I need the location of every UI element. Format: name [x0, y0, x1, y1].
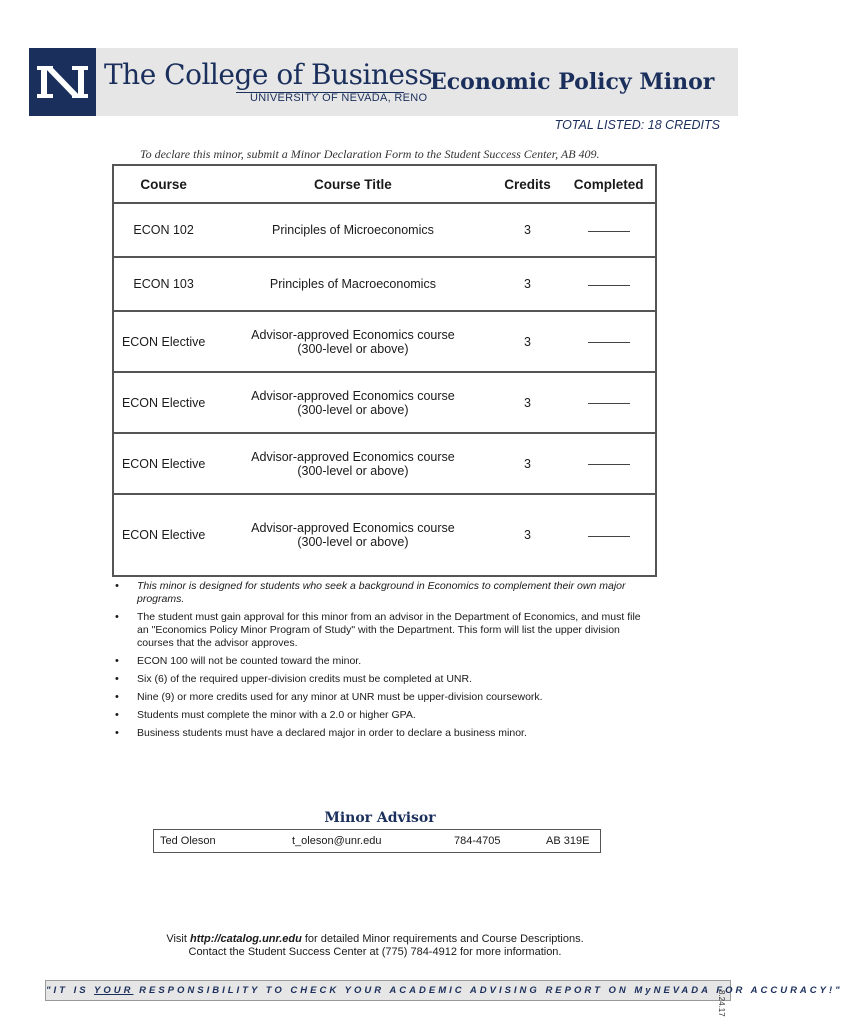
advisor-email[interactable]: t_oleson@unr.edu — [292, 835, 382, 847]
table-row — [154, 830, 601, 853]
contact-line: Contact the Student Success Center at (775) 784-4912 for more information. — [188, 946, 562, 958]
list-item: • ECON 100 will not be counted toward the minor. — [112, 655, 642, 668]
college-subtitle: UNIVERSITY OF NEVADA, RENO — [250, 92, 428, 104]
advisor-table — [153, 829, 601, 853]
course-credits: 3 — [493, 433, 563, 494]
visit-suffix: for detailed Minor requirements and Course Descriptions. — [301, 933, 584, 945]
list-item: • Business students must have a declared major in order to declare a business minor. — [112, 727, 642, 740]
course-title: Principles of Macroeconomics — [213, 257, 492, 311]
course-credits: 3 — [493, 203, 563, 257]
completed-blank — [562, 311, 656, 372]
list-item: • The student must gain approval for this minor from an advisor in the Department of Economics, and must file an "Economics Policy Minor Program of Study" with the Department. This form will list the upper division courses that the advisor approves. — [112, 611, 642, 650]
header-credits: Credits — [493, 165, 563, 203]
course-code: ECON Elective — [113, 433, 213, 494]
course-code: ECON Elective — [113, 372, 213, 433]
unr-n-logo-icon — [29, 48, 96, 116]
course-credits: 3 — [493, 257, 563, 311]
table-row — [113, 433, 656, 494]
list-item: • Nine (9) or more credits used for any minor at UNR must be upper-division coursework. — [112, 691, 642, 704]
course-title: Advisor-approved Economics course (300-level or above) — [213, 494, 492, 576]
advisor-name: Ted Oleson — [160, 835, 216, 847]
completed-blank — [562, 433, 656, 494]
course-credits: 3 — [493, 494, 563, 576]
completed-blank — [562, 494, 656, 576]
course-title: Advisor-approved Economics course (300-level or above) — [213, 311, 492, 372]
course-code: ECON Elective — [113, 494, 213, 576]
table-row — [113, 203, 656, 257]
course-code: ECON Elective — [113, 311, 213, 372]
total-credits: TOTAL LISTED: 18 CREDITS — [554, 118, 720, 132]
course-title: Advisor-approved Economics course (300-level or above) — [213, 372, 492, 433]
responsibility-banner — [45, 980, 843, 1001]
page-title: Economic Policy Minor — [430, 69, 715, 95]
table-row — [113, 372, 656, 433]
course-title: Advisor-approved Economics course (300-level or above) — [213, 433, 492, 494]
table-row — [113, 311, 656, 372]
course-table — [112, 164, 657, 577]
visit-prefix: Visit — [166, 933, 190, 945]
college-name: The College of Business — [104, 58, 433, 91]
declaration-note: To declare this minor, submit a Minor Declaration Form to the Student Success Center, AB 409. — [140, 147, 600, 161]
completed-blank — [562, 372, 656, 433]
advisor-phone: 784-4705 — [454, 835, 501, 847]
resp-prefix: "IT IS — [46, 985, 95, 996]
advisor-office: AB 319E — [546, 835, 590, 847]
table-row — [113, 494, 656, 576]
course-code: ECON 103 — [113, 257, 213, 311]
list-item: • Six (6) of the required upper-division credits must be completed at UNR. — [112, 673, 642, 686]
completed-blank — [562, 203, 656, 257]
header-course-title: Course Title — [213, 165, 492, 203]
resp-your: YOUR — [94, 985, 134, 996]
course-code: ECON 102 — [113, 203, 213, 257]
list-item: • This minor is designed for students who seek a background in Economics to complement their own major programs. — [112, 580, 642, 606]
header-completed: Completed — [562, 165, 656, 203]
completed-blank — [562, 257, 656, 311]
list-item: • Students must complete the minor with a 2.0 or higher GPA. — [112, 709, 642, 722]
requirements-list — [112, 580, 642, 745]
course-credits: 3 — [493, 372, 563, 433]
header-course: Course — [113, 165, 213, 203]
course-credits: 3 — [493, 311, 563, 372]
resp-suffix: RESPONSIBILITY TO CHECK YOUR ACADEMIC ADVISING REPORT ON MyNEVADA FOR ACCURACY!" — [133, 985, 843, 996]
table-row — [113, 257, 656, 311]
revision-date: 8.24.17 — [717, 990, 726, 1017]
table-header-row — [113, 165, 656, 203]
course-title: Principles of Microeconomics — [213, 203, 492, 257]
catalog-link[interactable]: http://catalog.unr.edu — [189, 933, 302, 945]
footer-info — [0, 933, 750, 959]
advisor-section-title: Minor Advisor — [324, 810, 436, 826]
